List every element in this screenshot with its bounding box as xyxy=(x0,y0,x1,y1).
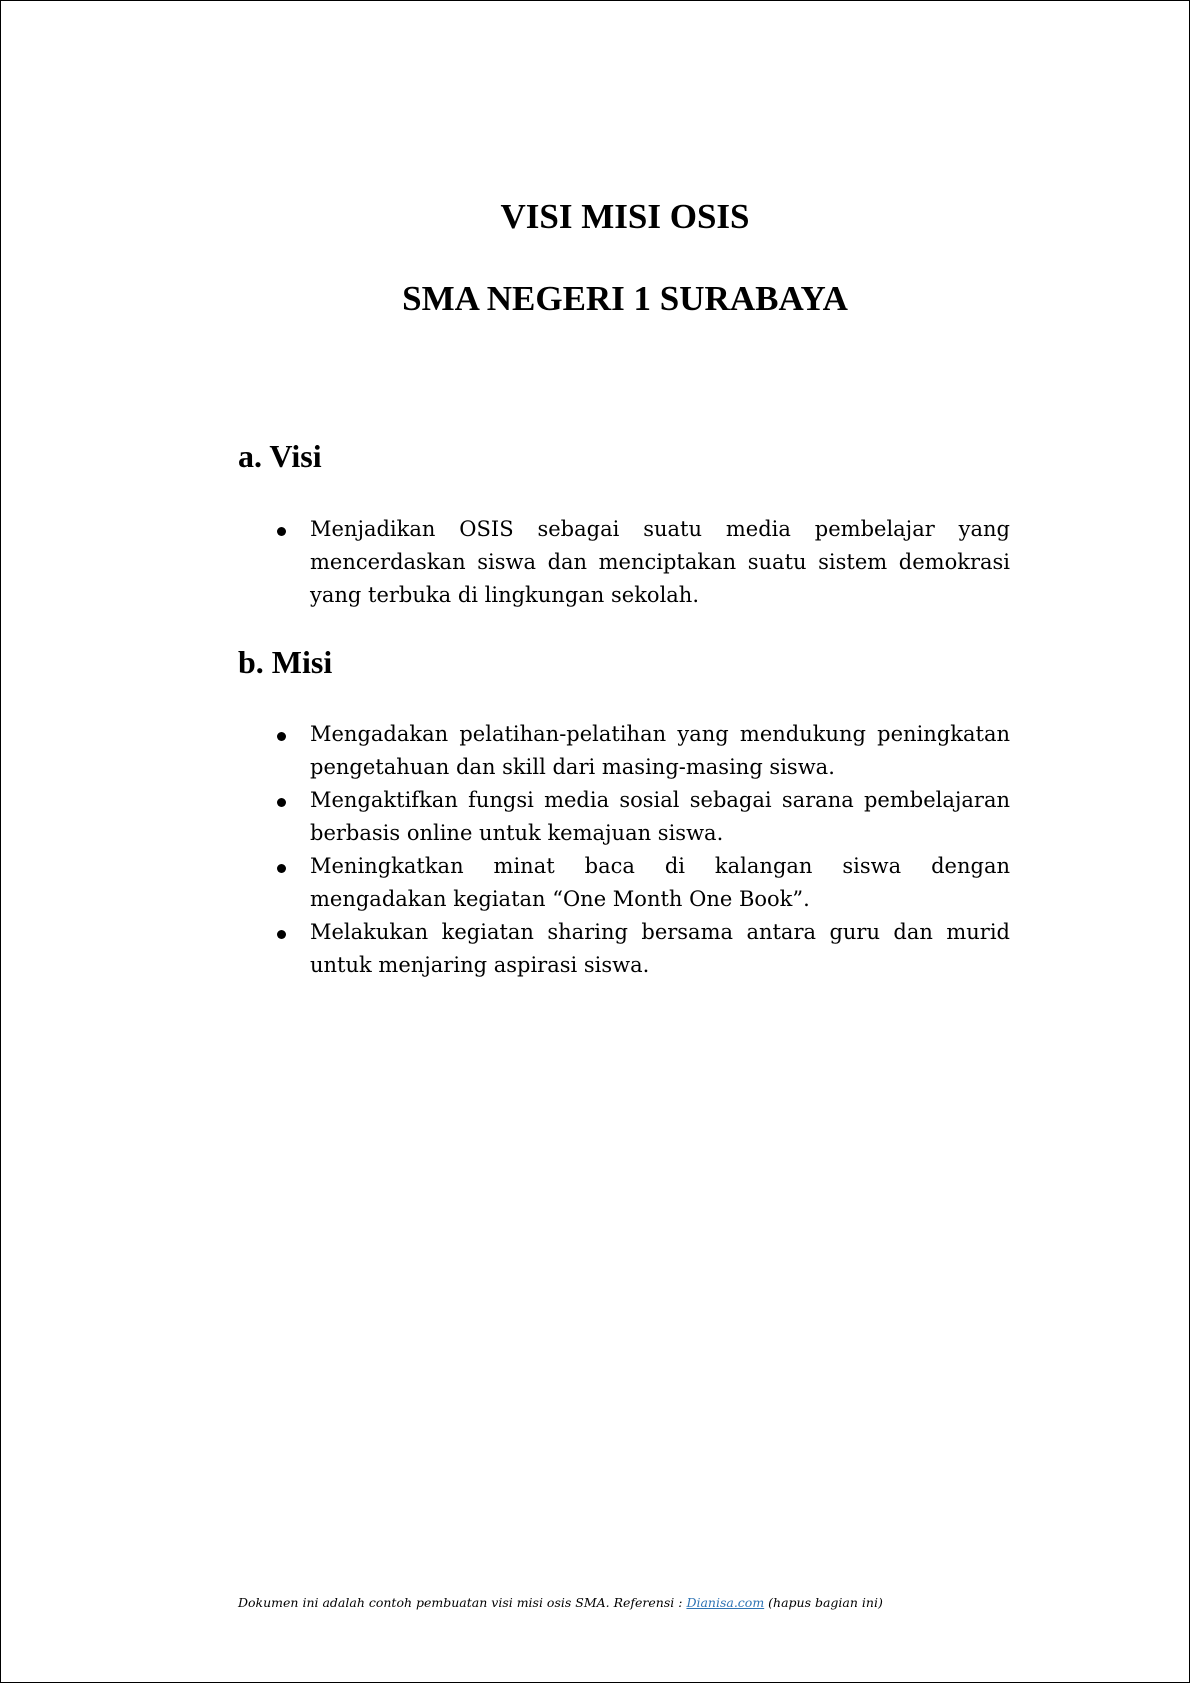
footer-note xyxy=(238,1595,883,1611)
misi-list xyxy=(238,718,1010,982)
reference-link[interactable]: Dianisa.com xyxy=(686,1595,765,1610)
bullet-icon xyxy=(277,864,286,873)
misi-item-text: Melakukan kegiatan sharing bersama antara guru dan murid untuk menjaring aspirasi siswa. xyxy=(310,920,1010,977)
footer-text-prefix: Dokumen ini adalah contoh pembuatan visi misi osis SMA. Referensi : xyxy=(238,1595,687,1610)
document-title: VISI MISI OSIS xyxy=(500,197,750,236)
bullet-icon xyxy=(277,527,286,536)
visi-item xyxy=(238,513,1010,612)
misi-item xyxy=(238,784,1010,850)
bullet-icon xyxy=(277,930,286,939)
bullet-icon xyxy=(277,798,286,807)
misi-item xyxy=(238,916,1010,982)
footer-text-suffix: (hapus bagian ini) xyxy=(764,1595,883,1610)
misi-item-text: Mengadakan pelatihan-pelatihan yang mendukung peningkatan pengetahuan dan skill dari masing-masing siswa. xyxy=(310,722,1010,779)
misi-item xyxy=(238,850,1010,916)
misi-item-text: Meningkatkan minat baca di kalangan siswa dengan mengadakan kegiatan “One Month One Book”. xyxy=(310,854,1010,911)
misi-item-text: Mengaktifkan fungsi media sosial sebagai sarana pembelajaran berbasis online untuk kemajuan siswa. xyxy=(310,788,1010,845)
misi-heading: b. Misi xyxy=(238,644,333,680)
bullet-icon xyxy=(277,732,286,741)
visi-heading: a. Visi xyxy=(238,438,322,474)
visi-list xyxy=(238,513,1010,612)
visi-item-text: Menjadikan OSIS sebagai suatu media pembelajar yang mencerdaskan siswa dan menciptakan suatu sistem demokrasi yang terbuka di lingkungan sekolah. xyxy=(310,517,1010,607)
misi-item xyxy=(238,718,1010,784)
document-subtitle: SMA NEGERI 1 SURABAYA xyxy=(402,279,848,318)
